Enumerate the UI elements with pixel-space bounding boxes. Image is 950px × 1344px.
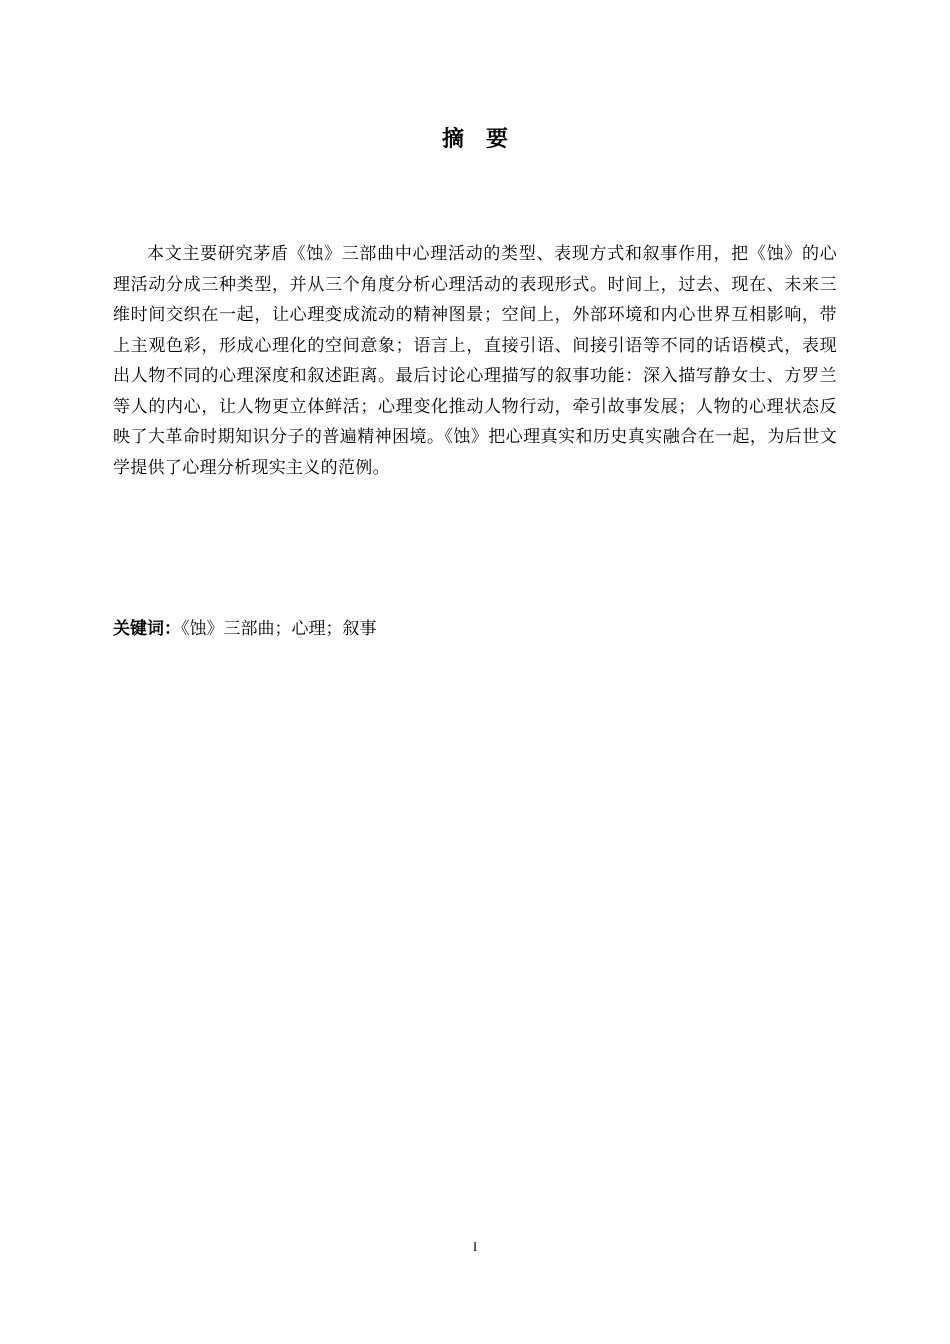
keywords-line (113, 614, 837, 644)
keywords-list: 《蚀》三部曲；心理；叙事 (181, 619, 377, 639)
page-number: I (472, 1239, 478, 1254)
abstract-paragraph: 本文主要研究茅盾《蚀》三部曲中心理活动的类型、表现方式和叙事作用，把《蚀》的心理活动分成三种类型，并从三个角度分析心理活动的表现形式。时间上，过去、现在、未来三维时间交织在一起，让心理变成流动的精神图景；空间上，外部环境和内心世界互相影响，带上主观色彩，形成心理化的空间意象；语言上，直接引语、间接引语等不同的话语模式，表现出人物不同的心理深度和叙述距离。最后讨论心理描写的叙事功能：深入描写静女士、方罗兰等人的内心，让人物更立体鲜活；心理变化推动人物行动，牵引故事发展；人物的心理状态反映了大革命时期知识分子的普遍精神困境。《蚀》把心理真实和历史真实融合在一起，为后世文学提供了心理分析现实主义的范例。 (113, 244, 837, 478)
abstract-title: 摘要 (441, 126, 530, 152)
keywords-label: 关键词： (113, 619, 181, 639)
